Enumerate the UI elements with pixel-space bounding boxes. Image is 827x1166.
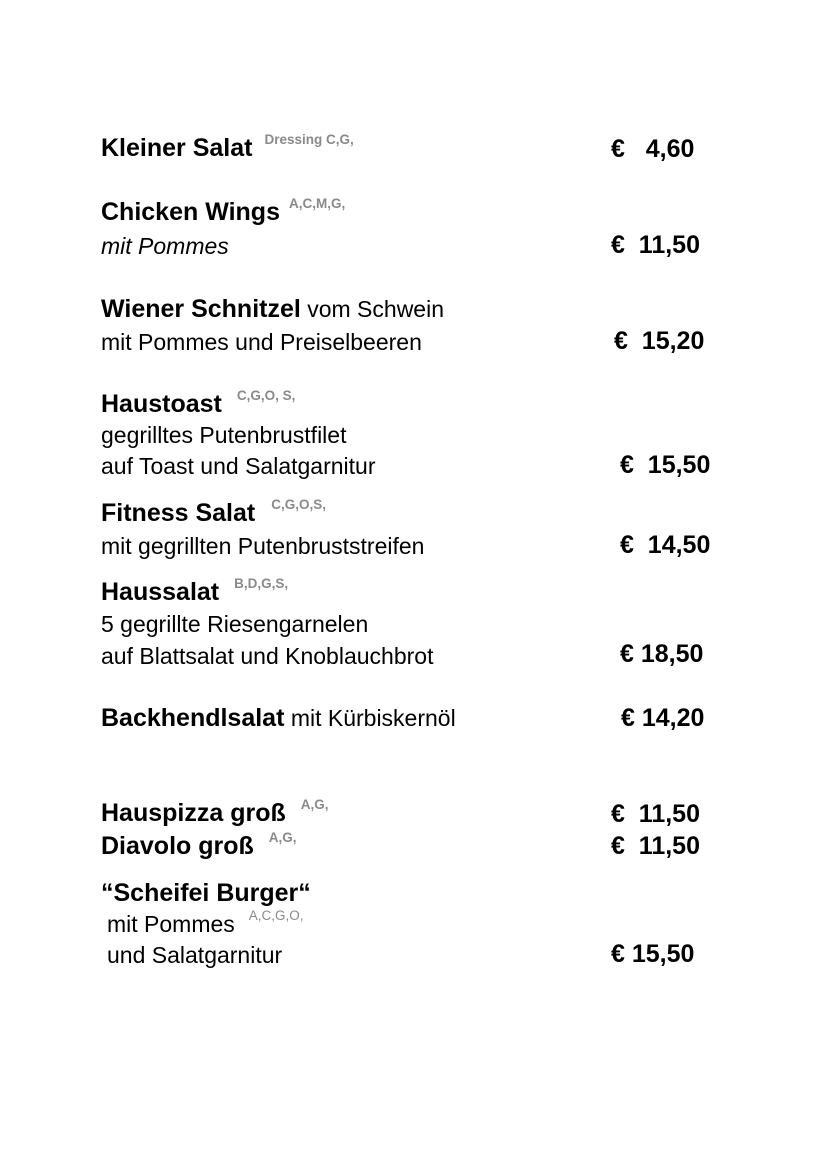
item-name: Backhendlsalat	[101, 704, 285, 732]
allergen-codes: A,C,G,O,	[248, 908, 304, 923]
item-price: € 15,50	[611, 940, 695, 968]
menu-item-haustoast	[101, 388, 296, 421]
allergen-codes: A,G,	[300, 797, 329, 812]
allergen-codes: A,C,M,G,	[288, 196, 346, 211]
allergen-codes: C,G,O, S,	[236, 388, 296, 403]
item-name: Fitness Salat	[101, 499, 256, 527]
item-description-line	[107, 908, 304, 941]
item-name: “Scheifei Burger“	[101, 879, 311, 907]
item-description: auf Blattsalat und Knoblauchbrot	[101, 643, 434, 669]
item-description: mit gegrillten Putenbruststreifen	[101, 533, 425, 559]
item-name: Hauspizza groß	[101, 799, 286, 827]
item-price: € 11,50	[611, 832, 700, 860]
item-name: Haussalat	[101, 578, 220, 606]
item-price: € 14,50	[620, 531, 711, 559]
menu-item-burger	[101, 880, 311, 906]
menu-item-backhendlsalat	[101, 705, 456, 731]
item-price: € 11,50	[611, 231, 700, 259]
item-price: € 14,20	[621, 704, 705, 732]
item-name: Diavolo groß	[101, 832, 254, 860]
menu-item-hauspizza	[101, 797, 329, 830]
item-name: Wiener Schnitzel	[101, 295, 301, 323]
item-description: auf Toast und Salatgarnitur	[101, 453, 376, 479]
menu-item-diavolo	[101, 830, 297, 863]
item-extra: vom Schwein	[307, 296, 444, 322]
allergen-codes: C,G,O,S,	[271, 497, 326, 512]
menu-item-fitness-salat	[101, 497, 326, 530]
item-description: 5 gegrillte Riesengarnelen	[101, 611, 369, 637]
allergen-codes: Dressing C,G,	[264, 132, 354, 147]
allergen-codes: A,G,	[268, 830, 297, 845]
item-description: gegrilltes Putenbrustfilet	[101, 422, 347, 448]
item-description: mit Pommes	[107, 911, 235, 937]
item-price: € 15,20	[614, 327, 705, 355]
item-price: € 18,50	[620, 640, 704, 668]
menu-item-wiener-schnitzel	[101, 296, 444, 322]
item-name: Kleiner Salat	[101, 134, 253, 162]
allergen-codes: B,D,G,S,	[234, 576, 289, 591]
menu-item-haussalat	[101, 576, 289, 609]
item-name: Haustoast	[101, 390, 222, 418]
item-price: € 15,50	[620, 451, 711, 479]
item-description: mit Pommes und Preiselbeeren	[101, 329, 422, 355]
item-name: Chicken Wings	[101, 198, 280, 226]
item-description: und Salatgarnitur	[107, 942, 283, 968]
item-price: € 4,60	[611, 135, 695, 163]
item-description: mit Pommes	[101, 233, 229, 259]
item-extra: mit Kürbiskernöl	[290, 705, 456, 731]
menu-item-chicken-wings	[101, 196, 346, 229]
item-price: € 11,50	[611, 800, 700, 828]
menu-item-kleiner-salat	[101, 132, 354, 165]
